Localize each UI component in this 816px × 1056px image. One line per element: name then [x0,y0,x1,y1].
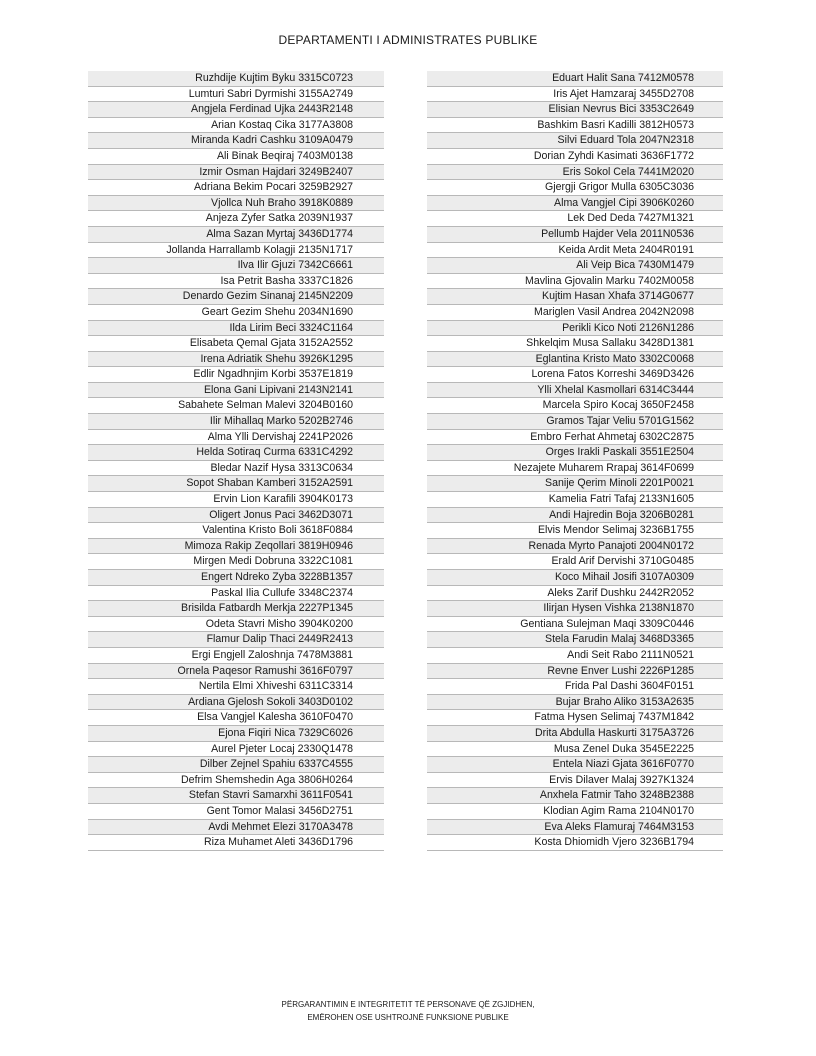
list-item: Ruzhdije Kujtim Byku 3315C0723 [88,71,384,87]
list-item: Stefan Stavri Samarxhi 3611F0541 [88,788,384,804]
list-item: Mirgen Medi Dobruna 3322C1081 [88,554,384,570]
list-item: Alma Ylli Dervishaj 2241P2026 [88,430,384,446]
list-item: Irena Adriatik Shehu 3926K1295 [88,352,384,368]
list-item: Ervin Lion Karafili 3904K0173 [88,492,384,508]
list-item: Anxhela Fatmir Taho 3248B2388 [427,788,723,804]
list-item: Odeta Stavri Misho 3904K0200 [88,617,384,633]
list-item: Iris Ajet Hamzaraj 3455D2708 [427,87,723,103]
list-item: Elisabeta Qemal Gjata 3152A2552 [88,336,384,352]
list-item: Sabahete Selman Malevi 3204B0160 [88,398,384,414]
list-item: Edlir Ngadhnjim Korbi 3537E1819 [88,367,384,383]
list-item: Andi Seit Rabo 2111N0521 [427,648,723,664]
list-item: Renada Myrto Panajoti 2004N0172 [427,539,723,555]
list-item: Anjeza Zyfer Satka 2039N1937 [88,211,384,227]
list-item: Dilber Zejnel Spahiu 6337C4555 [88,757,384,773]
list-item: Gent Tomor Malasi 3456D2751 [88,804,384,820]
list-item: Eglantina Kristo Mato 3302C0068 [427,352,723,368]
list-item: Isa Petrit Basha 3337C1826 [88,274,384,290]
list-item: Erald Arif Dervishi 3710G0485 [427,554,723,570]
list-item: Aleks Zarif Dushku 2442R2052 [427,586,723,602]
list-item: Lumturi Sabri Dyrmishi 3155A2749 [88,87,384,103]
list-item: Engert Ndreko Zyba 3228B1357 [88,570,384,586]
list-item: Entela Niazi Gjata 3616F0770 [427,757,723,773]
list-item: Ilda Lirim Beci 3324C1164 [88,321,384,337]
list-item: Drita Abdulla Haskurti 3175A3726 [427,726,723,742]
list-item: Bujar Braho Aliko 3153A2635 [427,695,723,711]
list-item: Bledar Nazif Hysa 3313C0634 [88,461,384,477]
list-item: Ilva Ilir Gjuzi 7342C6661 [88,258,384,274]
list-item: Sanije Qerim Minoli 2201P0021 [427,476,723,492]
right-name-list [427,71,723,851]
list-item: Revne Enver Lushi 2226P1285 [427,664,723,680]
list-item: Mimoza Rakip Zeqollari 3819H0946 [88,539,384,555]
list-item: Marcela Spiro Kocaj 3650F2458 [427,398,723,414]
list-item: Eva Aleks Flamuraj 7464M3153 [427,820,723,836]
list-item: Perikli Kico Noti 2126N1286 [427,321,723,337]
list-item: Defrim Shemshedin Aga 3806H0264 [88,773,384,789]
list-item: Ejona Fiqiri Nica 7329C6026 [88,726,384,742]
list-item: Angjela Ferdinad Ujka 2443R2148 [88,102,384,118]
list-item: Alma Sazan Myrtaj 3436D1774 [88,227,384,243]
list-item: Silvi Eduard Tola 2047N2318 [427,133,723,149]
list-item: Ali Binak Beqiraj 7403M0138 [88,149,384,165]
list-item: Adriana Bekim Pocari 3259B2927 [88,180,384,196]
list-item: Mavlina Gjovalin Marku 7402M0058 [427,274,723,290]
list-item: Keida Ardit Meta 2404R0191 [427,243,723,259]
list-item: Izmir Osman Hajdari 3249B2407 [88,165,384,181]
footer-line-1: PËRGARANTIMIN E INTEGRITETIT TË PERSONAVE QË ZGJIDHEN, [281,1000,535,1009]
list-item: Ilir Mihallaq Marko 5202B2746 [88,414,384,430]
list-item: Shkelqim Musa Sallaku 3428D1381 [427,336,723,352]
list-item: Eris Sokol Cela 7441M2020 [427,165,723,181]
list-item: Eduart Halit Sana 7412M0578 [427,71,723,87]
list-item: Fatma Hysen Selimaj 7437M1842 [427,710,723,726]
list-item: Stela Farudin Malaj 3468D3365 [427,632,723,648]
list-item: Kujtim Hasan Xhafa 3714G0677 [427,289,723,305]
list-item: Ali Veip Bica 7430M1479 [427,258,723,274]
list-item: Helda Sotiraq Curma 6331C4292 [88,445,384,461]
list-item: Vjollca Nuh Braho 3918K0889 [88,196,384,212]
list-item: Klodian Agim Rama 2104N0170 [427,804,723,820]
footer-line-2: EMËROHEN OSE USHTROJNË FUNKSIONE PUBLIKE [307,1013,509,1022]
page-footer [0,998,816,1024]
list-item: Riza Muhamet Aleti 3436D1796 [88,835,384,851]
list-item: Avdi Mehmet Elezi 3170A3478 [88,820,384,836]
list-item: Koco Mihail Josifi 3107A0309 [427,570,723,586]
list-item: Kamelia Fatri Tafaj 2133N1605 [427,492,723,508]
list-item: Flamur Dalip Thaci 2449R2413 [88,632,384,648]
list-item: Lorena Fatos Korreshi 3469D3426 [427,367,723,383]
list-item: Pellumb Hajder Vela 2011N0536 [427,227,723,243]
list-item: Denardo Gezim Sinanaj 2145N2209 [88,289,384,305]
list-item: Ornela Paqesor Ramushi 3616F0797 [88,664,384,680]
list-item: Lek Ded Deda 7427M1321 [427,211,723,227]
list-item: Elisian Nevrus Bici 3353C2649 [427,102,723,118]
list-item: Ervis Dilaver Malaj 3927K1324 [427,773,723,789]
list-item: Ardiana Gjelosh Sokoli 3403D0102 [88,695,384,711]
list-item: Nertila Elmi Xhiveshi 6311C3314 [88,679,384,695]
list-item: Valentina Kristo Boli 3618F0884 [88,523,384,539]
list-item: Oligert Jonus Paci 3462D3071 [88,508,384,524]
page-title: DEPARTAMENTI I ADMINISTRATES PUBLIKE [278,33,538,47]
list-item: Bashkim Basri Kadilli 3812H0573 [427,118,723,134]
left-name-list [88,71,384,851]
list-item: Alma Vangjel Cipi 3906K0260 [427,196,723,212]
list-item: Elona Gani Lipivani 2143N2141 [88,383,384,399]
list-item: Paskal Ilia Cullufe 3348C2374 [88,586,384,602]
list-item: Jollanda Harrallamb Kolagji 2135N1717 [88,243,384,259]
list-item: Miranda Kadri Cashku 3109A0479 [88,133,384,149]
list-item: Ergi Engjell Zaloshnja 7478M3881 [88,648,384,664]
list-item: Gentiana Sulejman Maqi 3309C0446 [427,617,723,633]
list-item: Embro Ferhat Ahmetaj 6302C2875 [427,430,723,446]
list-item: Sopot Shaban Kamberi 3152A2591 [88,476,384,492]
list-item: Ilirjan Hysen Vishka 2138N1870 [427,601,723,617]
list-item: Frida Pal Dashi 3604F0151 [427,679,723,695]
list-item: Kosta Dhiomidh Vjero 3236B1794 [427,835,723,851]
list-item: Ylli Xhelal Kasmollari 6314C3444 [427,383,723,399]
list-item: Gramos Tajar Veliu 5701G1562 [427,414,723,430]
list-item: Elvis Mendor Selimaj 3236B1755 [427,523,723,539]
list-item: Orges Irakli Paskali 3551E2504 [427,445,723,461]
list-item: Arian Kostaq Cika 3177A3808 [88,118,384,134]
list-item: Andi Hajredin Boja 3206B0281 [427,508,723,524]
list-item: Musa Zenel Duka 3545E2225 [427,742,723,758]
list-item: Nezajete Muharem Rrapaj 3614F0699 [427,461,723,477]
list-item: Aurel Pjeter Locaj 2330Q1478 [88,742,384,758]
list-item: Brisilda Fatbardh Merkja 2227P1345 [88,601,384,617]
list-item: Dorian Zyhdi Kasimati 3636F1772 [427,149,723,165]
list-item: Gjergji Grigor Mulla 6305C3036 [427,180,723,196]
list-item: Mariglen Vasil Andrea 2042N2098 [427,305,723,321]
list-item: Elsa Vangjel Kalesha 3610F0470 [88,710,384,726]
list-item: Geart Gezim Shehu 2034N1690 [88,305,384,321]
